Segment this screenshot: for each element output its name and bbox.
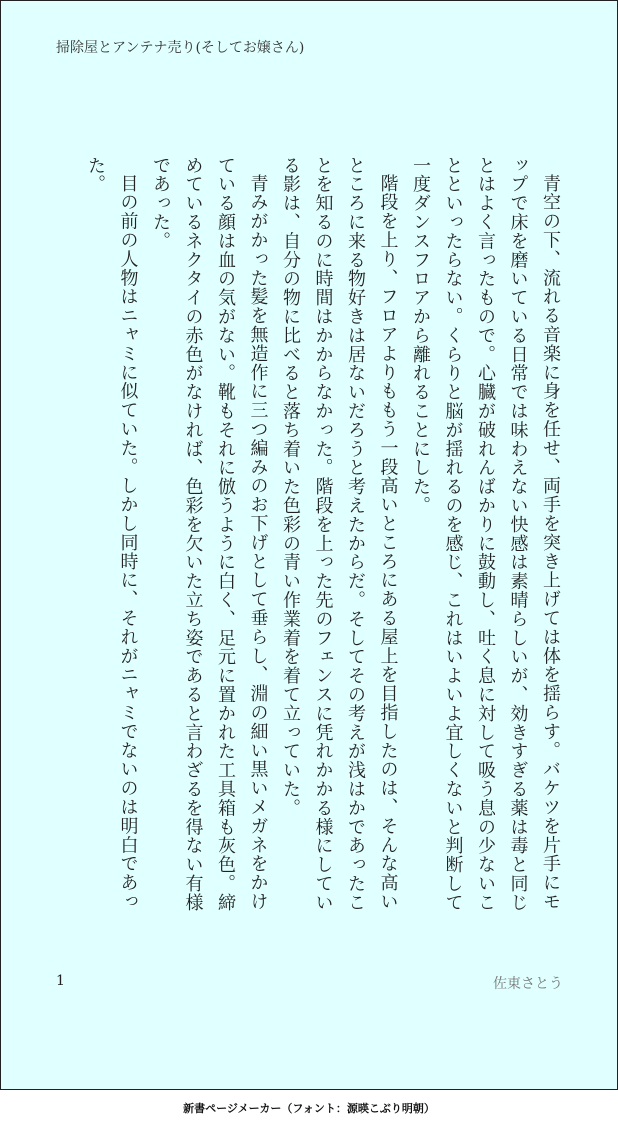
- page-number: 1: [56, 973, 65, 989]
- paragraph-4: 目の前の人物はニャミに似ていた。しかし同時に、それがニャミでないのは明白であった。: [85, 156, 139, 912]
- vertical-body-text: [61, 156, 566, 926]
- author-name: 佐東さとう: [493, 976, 563, 992]
- paragraph-2: 階段を上り、フロアよりももう一段高いところにある屋上を目指したのは、そんな高いところに来る物好きは居ないだろうと考えたからだ。そしてその考えが浅はかであったことを知るのに時間はかからなかった。階段を上った先のフェンスに凭れかかる様にしている影は、自分の物に比べると落ち着いた色彩の青い作業着を着て立っていた。: [280, 156, 399, 912]
- generator-credit: 新書ページメーカー（フォント：源暎こぶり明朝）: [183, 1102, 435, 1115]
- paragraph-3: 青みがかった髪を無造作に三つ編みのお下げとして垂らし、淵の細い黒いメガネをかけている顔は血の気がない。靴もそれに倣うように白く、足元に置かれた工具箱も灰色。締めているネクタイの赤色がなければ、色彩を欠いた立ち姿であると言わざるを得ない有様であった。: [150, 156, 269, 912]
- paragraph-1: 青空の下、流れる音楽に身を任せ、両手を突き上げては体を揺らす。バケツを片手にモップで床を磨いている日常では味わえない快感は素晴らしいが、効きすぎる薬は毒と同じとはよく言ったもので。心臓が破れんばかりに鼓動し、吐く息に対して吸う息の少ないことといったらない。くらりと脳が揺れるのを感じ、これはいよいよ宜しくないと判断して一度ダンスフロアから離れることにした。: [410, 156, 561, 912]
- running-title: 掃除屋とアンテナ売り(そしてお嬢さん): [56, 40, 305, 56]
